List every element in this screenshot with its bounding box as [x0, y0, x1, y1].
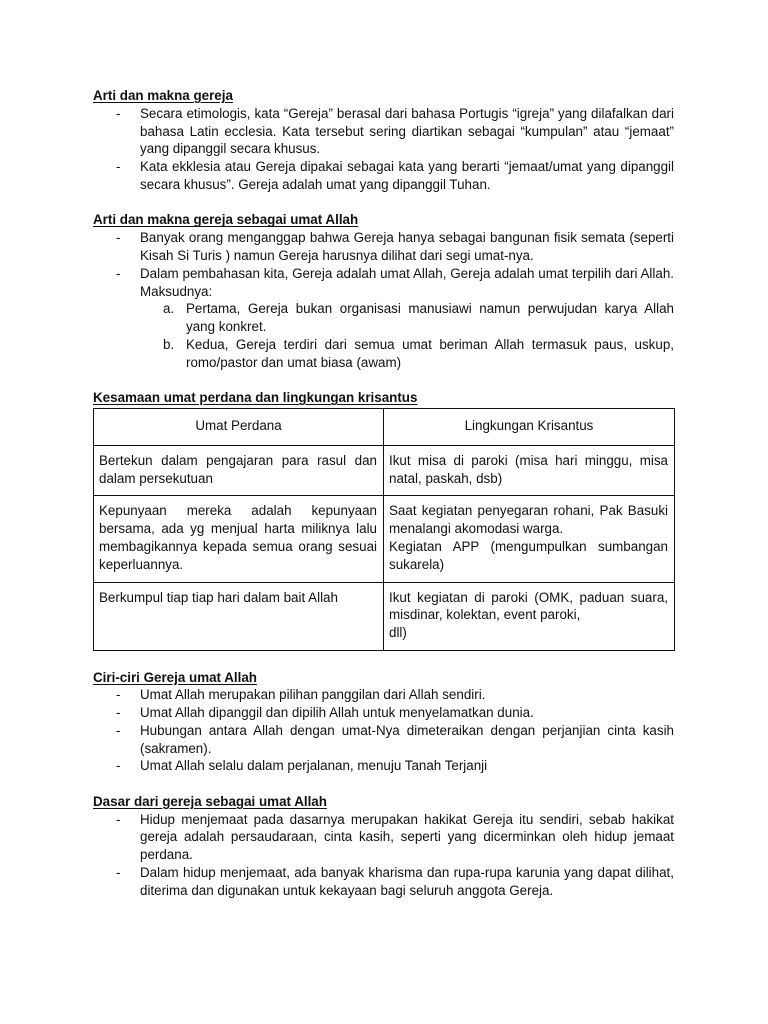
- table-cell: [384, 582, 675, 650]
- section-heading: Kesamaan umat perdana dan lingkungan krisantus: [93, 390, 418, 406]
- section-heading: Arti dan makna gereja sebagai umat Allah: [93, 212, 359, 228]
- list-item: [93, 265, 674, 301]
- item-text: Kedua, Gereja terdiri dari semua umat beriman Allah termasuk paus, uskup, romo/pastor dan umat biasa (awam): [186, 336, 674, 370]
- section-gereja-umat-allah: [93, 211, 674, 371]
- bullet-list: [93, 229, 674, 300]
- bullet-list: [93, 105, 674, 194]
- section-heading: Dasar dari gereja sebagai umat Allah: [93, 793, 327, 809]
- table-header: Umat Perdana: [94, 408, 384, 445]
- item-marker: b.: [163, 336, 175, 352]
- list-item: - Umat Allah dipanggil dan dipilih Allah untuk menyelamatkan dunia.: [93, 704, 674, 722]
- list-item: - Dalam hidup menjemaat, ada banyak kharisma dan rupa-rupa karunia yang dapat dilihat, diterima dan digunakan untuk kekayaan bagi seluruh anggota Gereja.: [93, 864, 674, 900]
- section-kesamaan: [93, 389, 674, 651]
- section-ciri-ciri: [93, 669, 674, 776]
- lettered-item: [93, 300, 674, 336]
- lettered-item: [93, 336, 674, 372]
- document-page: [93, 87, 674, 917]
- cell-line: Kegiatan APP (mengumpulkan sumbangan sukarela): [389, 538, 668, 572]
- cell-line: Saat kegiatan penyegaran rohani, Pak Basuki menalangi akomodasi warga.: [389, 503, 668, 537]
- table-cell: Ikut misa di paroki (misa hari minggu, misa natal, paskah, dsb): [384, 445, 675, 496]
- list-item: - Umat Allah merupakan pilihan panggilan dari Allah sendiri.: [93, 686, 674, 704]
- lettered-list: [93, 300, 674, 371]
- list-item: - Banyak orang menganggap bahwa Gereja hanya sebagai bangunan fisik semata (seperti Kisah Si Turis ) namun Gereja harusnya dilihat dari segi umat-nya.: [93, 229, 674, 265]
- section-heading: Arti dan makna gereja: [93, 88, 233, 103]
- list-item: - Secara etimologis, kata “Gereja” berasal dari bahasa Portugis “igreja” yang dilafalkan dari bahasa Latin ecclesia. Kata tersebut sering diartikan sebagai “kumpulan” atau “jemaat” yang dipanggil secara khusus.: [93, 105, 674, 158]
- table-cell: Bertekun dalam pengajaran para rasul dan dalam persekutuan: [94, 445, 384, 496]
- section-dasar: [93, 793, 674, 900]
- list-item-text: Dalam pembahasan kita, Gereja adalah umat Allah, Gereja adalah umat terpilih dari Allah. Maksudnya:: [140, 265, 674, 299]
- list-item: - Kata ekklesia atau Gereja dipakai sebagai kata yang berarti “jemaat/umat yang dipanggil secara khusus”. Gereja adalah umat yang dipanggil Tuhan.: [93, 158, 674, 194]
- table-row: [94, 582, 675, 650]
- item-text: Pertama, Gereja bukan organisasi manusiawi namun perwujudan karya Allah yang konkret.: [186, 301, 674, 335]
- list-item: - Umat Allah selalu dalam perjalanan, menuju Tanah Terjanji: [93, 757, 674, 775]
- comparison-table: [93, 408, 675, 651]
- bullet-list: [93, 811, 674, 900]
- list-item: - Hidup menjemaat pada dasarnya merupakan hakikat Gereja itu sendiri, sebab hakikat gereja adalah persaudaraan, cinta kasih, seperti yang dicerminkan oleh hidup jemaat perdana.: [93, 811, 674, 864]
- table-header-row: [94, 408, 675, 445]
- table-row: [94, 496, 675, 582]
- section-arti-makna-gereja: [93, 87, 674, 194]
- list-item: - Hubungan antara Allah dengan umat-Nya dimeteraikan dengan perjanjian cinta kasih (sakramen).: [93, 722, 674, 758]
- section-heading: Ciri-ciri Gereja umat Allah: [93, 669, 257, 685]
- table-cell: Kepunyaan mereka adalah kepunyaan bersama, ada yg menjual harta miliknya lalu membagikannya kepada semua orang sesuai keperluannya.: [94, 496, 384, 582]
- cell-line: Ikut kegiatan di paroki (OMK, paduan suara, misdinar, kolektan, event paroki,: [389, 589, 668, 623]
- table-cell: [384, 496, 675, 582]
- cell-line: dll): [389, 625, 407, 641]
- table-row: [94, 445, 675, 496]
- table-cell: Berkumpul tiap tiap hari dalam bait Allah: [94, 582, 384, 650]
- bullet-list: [93, 686, 674, 775]
- table-header: Lingkungan Krisantus: [384, 408, 675, 445]
- item-marker: a.: [163, 301, 175, 317]
